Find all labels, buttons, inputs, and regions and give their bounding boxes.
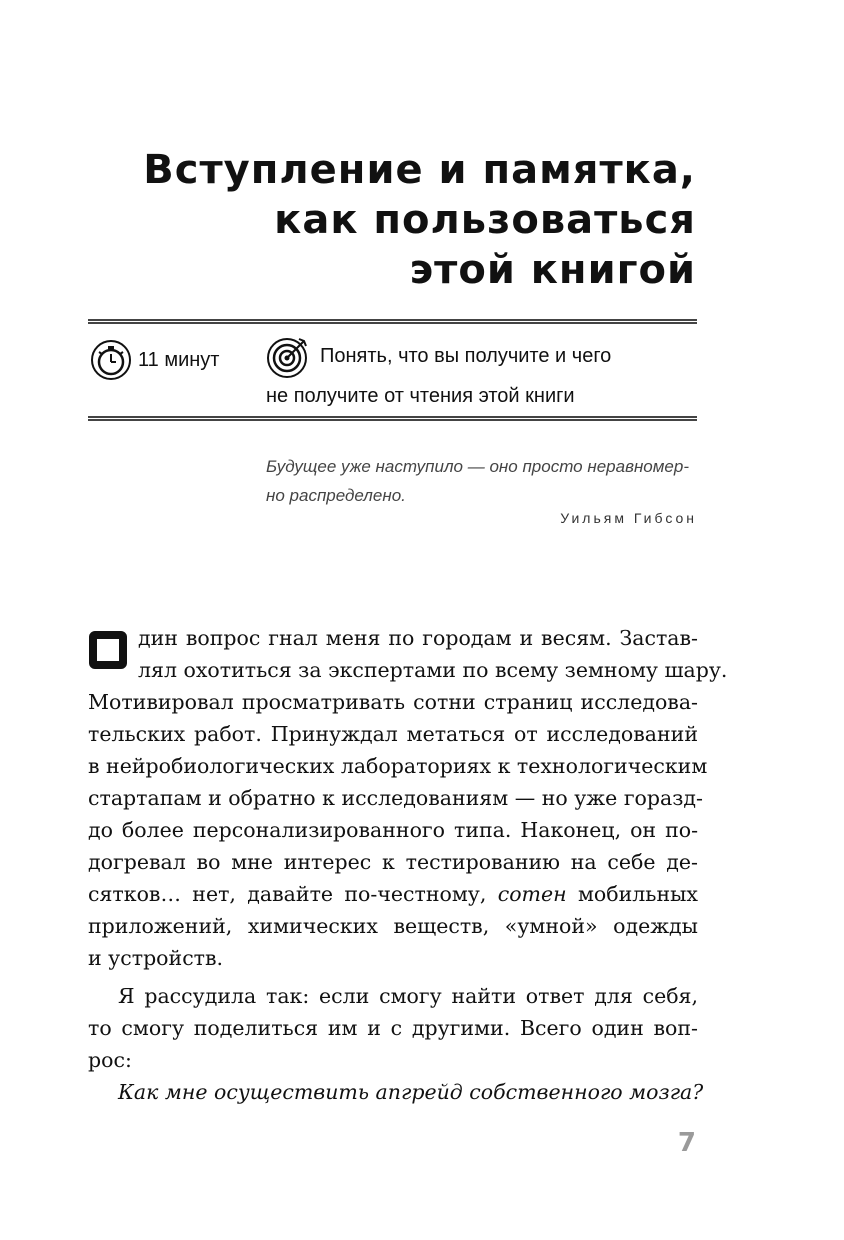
body-line: в нейробиологических лабораториях к технологическим: [88, 754, 708, 778]
body-emphasis: сотен: [497, 882, 567, 906]
chapter-title: [143, 145, 696, 295]
body-line: лял охотиться за экспертами по всему земному шару.: [138, 658, 728, 682]
chapter-title-line-3: этой книгой: [409, 247, 696, 293]
body-line: Мотивировал просматривать сотни страниц исследова-: [88, 690, 698, 714]
body-line-part: мобильных: [566, 882, 698, 906]
reading-time-text: 11 минут: [138, 348, 220, 371]
reading-goal-line-1: Понять, что вы получите и чего: [320, 345, 612, 367]
body-question: Как мне осуществить апгрейд собственного мозга?: [118, 1080, 704, 1104]
stopwatch-icon: [90, 339, 132, 381]
body-line: стартапам и обратно к исследованиям — но уже горазд-: [88, 786, 703, 810]
body-line: Я рассудила так: если смогу найти ответ для себя,: [118, 984, 698, 1008]
epigraph-line-2: но распределено.: [266, 486, 406, 505]
body-line: догревал во мне интерес к тестированию на себе де-: [88, 850, 698, 874]
chapter-title-line-2: как пользоваться: [274, 197, 696, 243]
chapter-title-line-1: Вступление и памятка,: [143, 147, 696, 193]
reading-time: [90, 339, 219, 381]
body-line: тельских работ. Принуждал метаться от исследований: [88, 722, 698, 746]
reading-goal: [266, 339, 696, 413]
body-line: до более персонализированного типа. Наконец, он по-: [88, 818, 698, 842]
body-line: дин вопрос гнал меня по городам и весям. Застав-: [138, 626, 698, 650]
epigraph-author: Уильям Гибсон: [560, 510, 697, 526]
body-line-part: сятков… нет, давайте по-честному,: [88, 882, 498, 906]
body-line: рос:: [88, 1048, 132, 1072]
info-box-top-rule: [88, 319, 697, 324]
info-box-bottom-rule: [88, 416, 697, 421]
body-line: [88, 878, 698, 910]
body-line: то смогу поделиться им и с другими. Всего один воп-: [88, 1016, 698, 1040]
body-line: приложений, химических веществ, «умной» одежды: [88, 914, 698, 938]
page-number: 7: [677, 1128, 696, 1158]
reading-goal-line-2: не получите от чтения этой книги: [266, 385, 575, 407]
body-line: и устройств.: [88, 946, 224, 970]
epigraph-line-1: Будущее уже наступило — оно просто неравномер-: [266, 457, 689, 476]
epigraph: [266, 452, 698, 510]
body-text: [88, 622, 728, 1108]
target-icon: [266, 335, 310, 379]
